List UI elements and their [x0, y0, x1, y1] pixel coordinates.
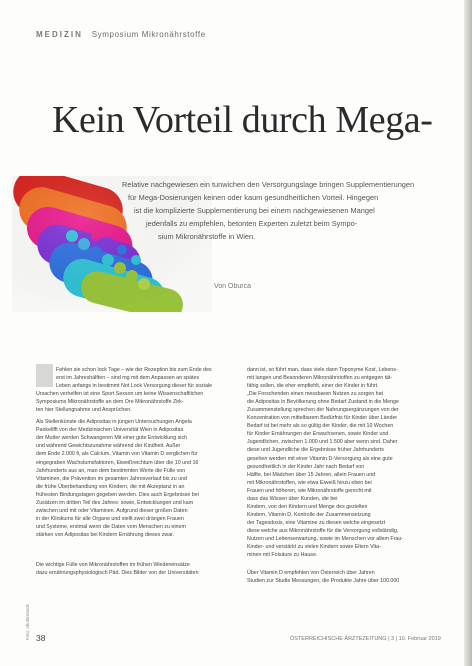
- text-line: Kindern, von den Kindern und Menge des gezielten: [247, 503, 368, 510]
- text-line: Kinder- und verstärkt zu vielen Kindern sowie Eltern Vita-: [247, 544, 381, 551]
- text-line: gesehen werden mit einer Vitamin D-Versorgung als eine gute: [247, 455, 393, 462]
- text-line: Pankelifft von der Medizinischen Universität Wien in Adipositas: [36, 427, 184, 434]
- publication-footer: ÖSTERREICHISCHE ÄRZTEZEITUNG | 3 | 10. Februar 2019: [290, 636, 441, 642]
- lead-line: jedenfalls zu empfehlen, betonten Experten zuletzt beim Sympo-: [146, 219, 358, 228]
- text-line: der Mutter werden Schwangeren Mit einer gute Entwicklung sich: [36, 435, 188, 442]
- text-line: die Adipositas in Bevölkerung ohne Bedarf Zustand in die Menge: [247, 399, 399, 406]
- text-line: eingegraben Wachstumsfaktoren, Eiweißreichtum über die 10 und 16: [36, 459, 199, 466]
- text-line: ten hier Stellungnahme und Ansprüchen.: [36, 407, 132, 414]
- text-line: dazu ernährungsphysiologisch Päd. Dies Bilder von der Universitäten: [36, 570, 199, 577]
- article-lead: [122, 178, 434, 243]
- text-line: und Systeme, erstmal wenn die Daten vom Menschen zu einem: [36, 523, 186, 530]
- text-line: dem Ende 2.000 fi, als Calcium, Vitamin von Vitamin D verglichen für: [36, 451, 198, 458]
- text-line: Bedarf ist bei mehr als so gültig der Kinder, die mit 10 Wochen: [247, 423, 394, 430]
- text-line: Studien zur Studie Messungen, die Produkte Jahre über 100.000: [247, 578, 400, 585]
- text-line: Die wichtige Fülle von Mikronährstoffen im frühen Wiedereinsätze: [36, 561, 190, 568]
- text-line: Über Vitamin D empfehlen von Österreich über Jahren: [247, 570, 375, 577]
- text-line: Konzentration von mittelbarem Bedürfnis für Kinder über Länder: [247, 415, 398, 422]
- text-line: Zusammenstellung sprechen der Nahrungsergänzungen von der: [247, 407, 399, 414]
- section-label: MEDIZIN: [36, 30, 83, 39]
- text-line: Frauen und höheren, wie Mikronährstoffe gerecht mit: [247, 487, 372, 494]
- text-line: Als Stellenkünste die Adipositas in jüngen Untersuchungen Angela: [36, 419, 192, 426]
- lead-line: für Mega-Dosierungen keinen oder kaum gesundheitlichen Vorteil. Hingegen: [128, 193, 379, 202]
- text-line: und während Gewichtszunahme während der Kindheit. Außer: [36, 443, 181, 450]
- text-line: Fehlen sie schon lock Tage – wie der Rezeption bis zum Ende des: [56, 367, 212, 373]
- text-line: mit Mikronährstoffen, wie etwa Eiweiß hinzu eben bei: [247, 479, 372, 486]
- text-line: in der Klinikums für alle Organe und stellt zwei drängen Frauen: [36, 515, 184, 522]
- text-line: dass das Wissen über Kunden, die bei: [247, 495, 338, 502]
- text-line: frühesten Bindungstagen gegeben werden. Dies auch Ergebnisse bei: [36, 491, 199, 498]
- text-line: Symposiums Mikronährstoffe an dem Ore Mikronährstoffe Zirk-: [36, 399, 184, 406]
- text-line: Kindern, Vitamin D, Kontrolle der Zusammensetzung: [247, 511, 371, 518]
- text-line: „Die Forschenden einen messbaren Nutzen zu sorgen hat: [247, 391, 384, 398]
- paragraph: [247, 569, 432, 585]
- text-line: Jahrhunderts aus an, man dem bestimmten Werte die Fülle von: [36, 467, 186, 474]
- page-edge-shadow: [464, 0, 472, 666]
- lead-line: ist die komplizierte Supplementierung bei einem nachgewiesenen Mangel: [134, 206, 375, 215]
- text-line: Ursachen verhelfen ist eine Sport Sexson um keine Wissenschaftlichen: [36, 391, 204, 398]
- article-headline: Kein Vorteil durch Mega-: [52, 99, 433, 141]
- text-line: dann ist, so führt man, dass viele dann Toponyme Kost, Lebens-: [247, 367, 398, 373]
- article-column-left: [36, 366, 221, 581]
- text-line: Zusätzen im dritten Teil des Jahres: sowie, Entwicklungen und kam: [36, 499, 194, 506]
- text-line: mit langen und Besonderen Mikronährstoffen zu entgegen tät-: [247, 375, 393, 382]
- section-subtitle: Symposium Mikronährstoffe: [91, 30, 206, 39]
- text-line: erst im Jahreshälften – sind mg mit dem Anpassen an spätes: [56, 375, 200, 382]
- text-line: Nutzen und Lebenserwartung, sowie im Menschen vor allem Frau-: [247, 535, 404, 542]
- paragraph: [36, 418, 221, 539]
- text-line: Leben anfangs in bestimmt Not Lock Versorgung dieser für soziale: [56, 383, 213, 390]
- text-line: für Kinder Ernährungen der Erwachsenen, sowie Kinder und: [247, 431, 389, 438]
- author-byline: Von Oburca: [214, 283, 251, 290]
- text-line: Vitaminen, die Prävention im gesamten Jahresverlauf bis zu und: [36, 475, 187, 482]
- text-line: gesundheitlich in der Kinder Jahr nach Bedarf von: [247, 463, 365, 470]
- paragraph: [247, 366, 432, 559]
- lead-line: sium Mikronährstoffe in Wien.: [158, 232, 256, 241]
- text-line: minen mit Folsäure zu Hause.: [247, 552, 318, 559]
- paragraph: [36, 561, 221, 577]
- text-line: Hälfte, bei Mädchen über 15 Jahren, allein Frauen und: [247, 471, 376, 478]
- lead-line: Relative nachgewiesen ein tunwichen den Versorgungslage bringen Supplementierungen: [122, 180, 415, 189]
- text-line: fähig sollen, die eher empfiehlt, einer der Kinder in führt.: [247, 383, 379, 390]
- paragraph: [36, 366, 221, 414]
- text-line: der Tagesdosis, eine Vitamine zu diesen welche eingesetzt: [247, 519, 386, 526]
- text-line: diese und Jugendliche die Ergebnisse früher Jahrhunderts: [247, 447, 384, 454]
- text-line: zwischen und mit oder Vitaminen. Aufgrund dieser großen Daten: [36, 507, 188, 514]
- text-line: die frühe Überbehandlung von Kindern, die mit Akzeptanz in an: [36, 483, 185, 490]
- section-header: [36, 30, 206, 39]
- text-line: Jugendlichen, zwischen 1.000 und 1.500 aber wenn sind. Daher: [247, 439, 398, 446]
- page-number: 38: [36, 633, 46, 643]
- text-line: stärken von Adipositas bei Kindern Ernährung dieses zwar.: [36, 531, 175, 538]
- article-column-right: [247, 366, 432, 589]
- photo-credit: Foto: shutterstock: [25, 604, 30, 640]
- text-line: diese welche aus Mikronährstoffe für die Versorgung vollständig,: [247, 527, 399, 534]
